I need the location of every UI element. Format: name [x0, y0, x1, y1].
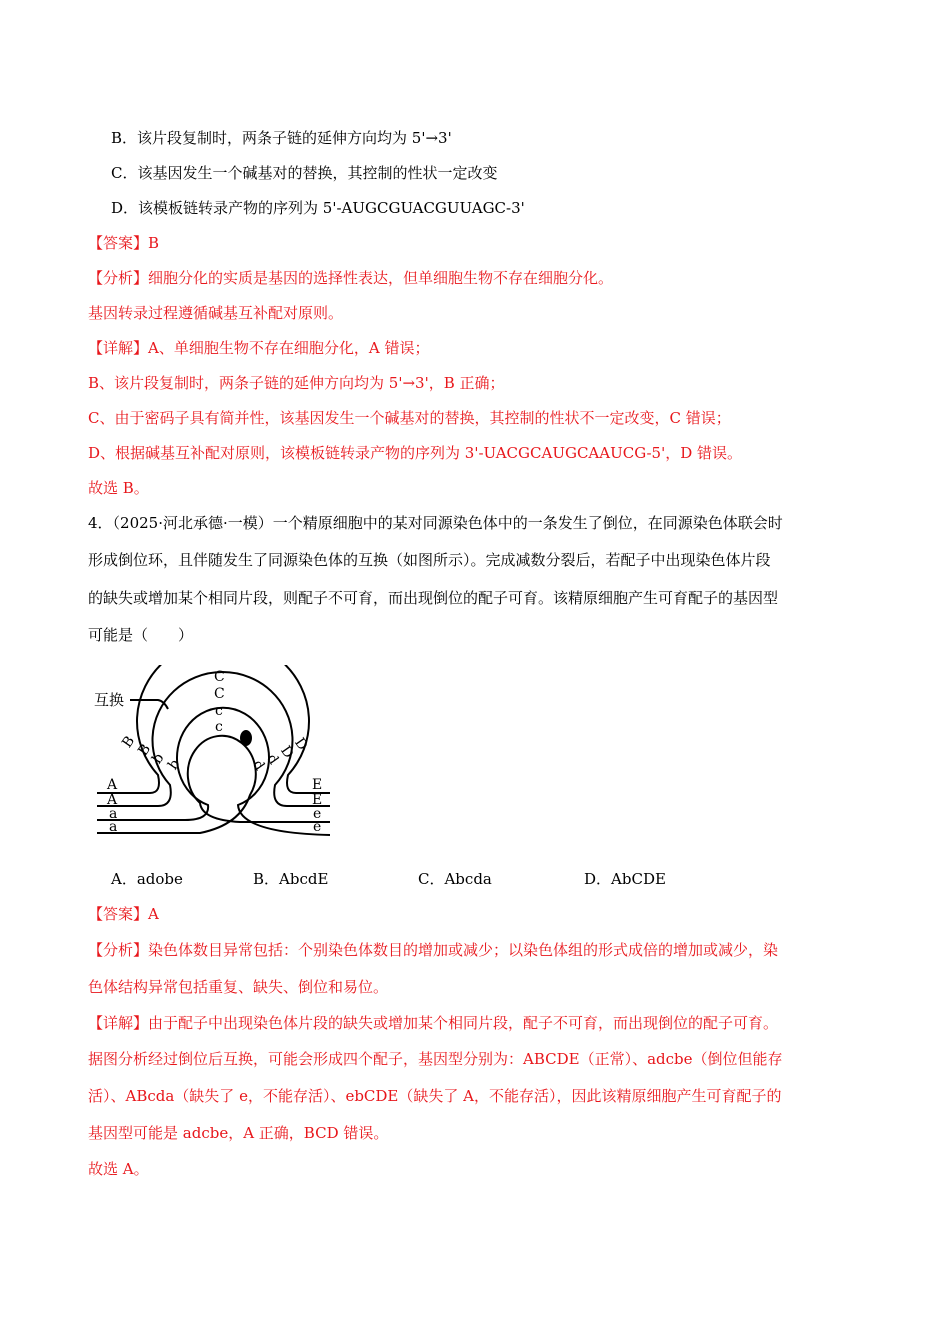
detail-a: A、单细胞生物不存在细胞分化，A 错误；	[148, 339, 430, 357]
letter-B2: B	[135, 741, 155, 759]
q4-stem-2: 形成倒位环，且伴随发生了同源染色体的互换（如图所示）。完成减数分裂后，若配子中出现染色体片段	[88, 551, 771, 569]
detail-tag: 【详解】	[88, 1014, 149, 1032]
letter-C1: C	[214, 669, 225, 685]
letter-D2: D	[277, 743, 297, 762]
q4-conclusion: 故选 A。	[88, 1160, 149, 1178]
q4-choice-d: D．AbCDE	[584, 870, 666, 888]
analysis-text: 细胞分化的实质是基因的选择性表达，但单细胞生物不存在细胞分化。	[148, 269, 614, 287]
q3-analysis-2: 基因转录过程遵循碱基互补配对原则。	[88, 304, 344, 322]
q3-option-b: B．该片段复制时，两条子链的延伸方向均为 5'→3'	[111, 129, 452, 147]
letter-b2: b	[165, 756, 184, 773]
letter-b1: b	[149, 750, 168, 767]
q3-analysis	[88, 268, 613, 288]
analysis-text: 染色体数目异常包括：个别染色体数目的增加或减少；以染色体组的形式成倍的增加或减少，染	[148, 941, 779, 959]
q4-choice-c: C．Abcda	[418, 870, 492, 888]
letter-a2: a	[109, 819, 118, 835]
q3-conclusion: 故选 B。	[88, 479, 149, 497]
letter-C2: C	[214, 686, 225, 702]
letter-c1: c	[215, 703, 223, 719]
answer-tag: 【答案】	[88, 905, 149, 923]
letter-A1: A	[107, 777, 118, 793]
letter-d2: d	[249, 757, 268, 774]
detail-text: 由于配子中出现染色体片段的缺失或增加某个相同片段，配子不可育，而出现倒位的配子可育。	[148, 1014, 779, 1032]
letter-e1: e	[313, 806, 322, 822]
letter-c2: c	[215, 719, 223, 735]
letter-A2: A	[107, 792, 118, 808]
q3-detail-d: D、根据碱基互补配对原则，该模板链转录产物的序列为 3'-UACGCAUGCAAUCG-5'，D 错误。	[88, 444, 742, 462]
detail-tag: 【详解】	[88, 339, 149, 357]
letter-D1: D	[291, 735, 311, 754]
q3-option-c: C．该基因发生一个碱基对的替换，其控制的性状一定改变	[111, 164, 498, 182]
q4-detail-2: 据图分析经过倒位后互换，可能会形成四个配子，基因型分别为：ABCDE（正常）、adcbe（倒位但能存	[88, 1050, 783, 1068]
letter-d1: d	[263, 751, 282, 768]
letter-E2: E	[312, 792, 323, 808]
q3-option-d: D．该模板链转录产物的序列为 5'-AUGCGUACGUUAGC-3'	[111, 199, 525, 217]
letter-e2: e	[313, 819, 322, 835]
q4-detail-3: 活）、ABcda（缺失了 e，不能存活）、ebCDE（缺失了 A，不能存活），因此该精原细胞产生可育配子的	[88, 1087, 782, 1105]
answer-value: A	[148, 905, 159, 923]
strand-third	[97, 708, 330, 835]
q4-analysis	[88, 940, 778, 960]
q4-detail-4: 基因型可能是 adcbe，A 正确，BCD 错误。	[88, 1124, 389, 1142]
q3-detail-c: C、由于密码子具有简并性，该基因发生一个碱基对的替换，其控制的性状不一定改变，C 错误；	[88, 409, 731, 427]
q4-detail	[88, 1013, 778, 1033]
exchange-label: 互换	[94, 691, 125, 709]
q4-stem-3: 的缺失或增加某个相同片段，则配子不可育，而出现倒位的配子可育。该精原细胞产生可育配子的基因型	[88, 589, 779, 607]
q4-analysis-2: 色体结构异常包括重复、缺失、倒位和易位。	[88, 978, 389, 996]
letter-B1: B	[119, 733, 139, 751]
letter-E1: E	[312, 777, 323, 793]
letter-a1: a	[109, 806, 118, 822]
inversion-loop-diagram	[90, 665, 340, 845]
q4-stem-4: 可能是（ ）	[88, 626, 194, 644]
q3-detail-b: B、该片段复制时，两条子链的延伸方向均为 5'→3'，B 正确；	[88, 374, 505, 392]
q4-stem-1: 4．（2025·河北承德·一模）一个精原细胞中的某对同源染色体中的一条发生了倒位，在同源染色体联会时	[88, 514, 783, 532]
q3-detail	[88, 338, 429, 358]
q4-choice-b: B．AbcdE	[253, 870, 329, 888]
answer-value: B	[148, 234, 160, 252]
q4-answer	[88, 904, 159, 924]
analysis-tag: 【分析】	[88, 941, 149, 959]
q3-answer	[88, 233, 159, 253]
centromere	[240, 730, 252, 746]
answer-tag: 【答案】	[88, 234, 149, 252]
q4-choice-a: A．adobe	[111, 870, 183, 888]
analysis-tag: 【分析】	[88, 269, 149, 287]
